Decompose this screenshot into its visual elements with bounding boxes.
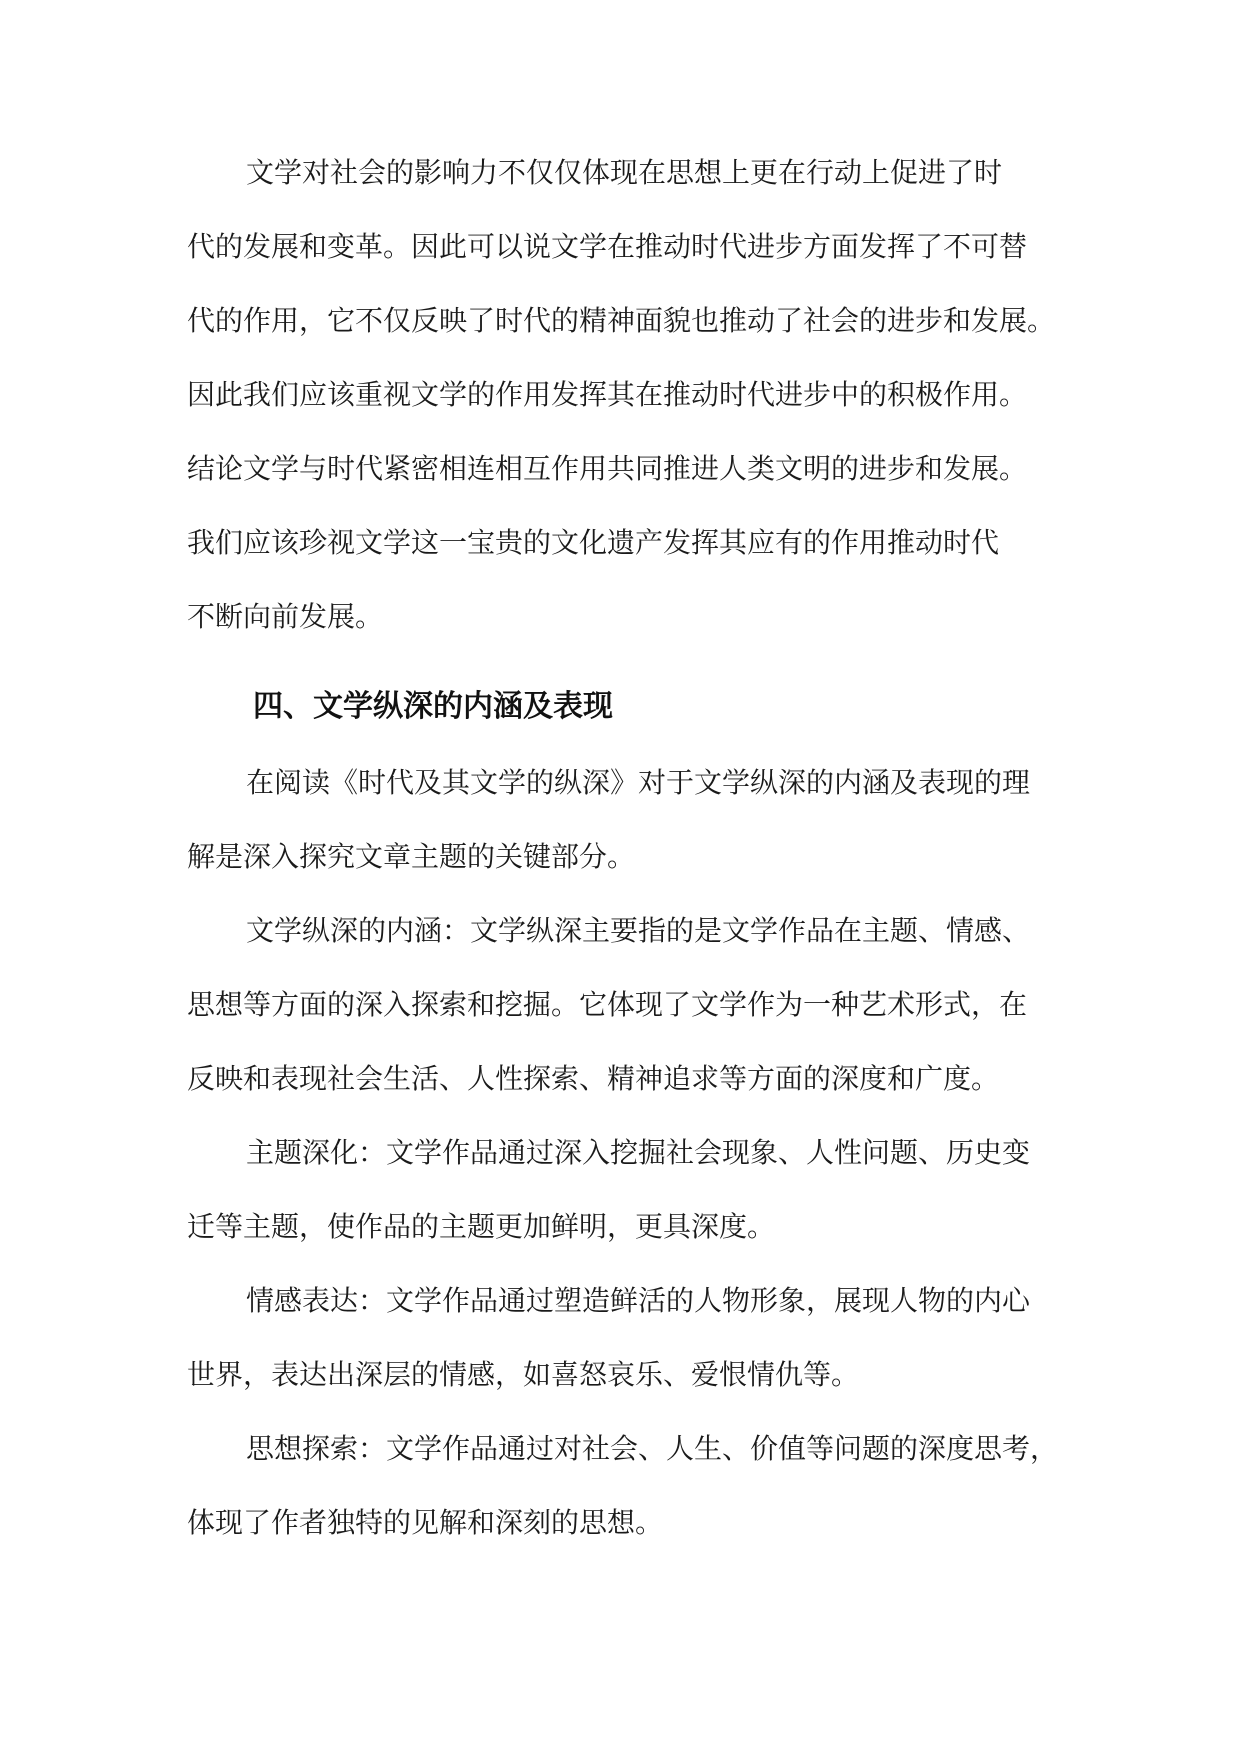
paragraph-emotion — [187, 1277, 1091, 1425]
text-line: 我们应该珍视文学这一宝贵的文化遗产发挥其应有的作用推动时代 — [187, 526, 1000, 559]
paragraph-connotation — [187, 907, 1091, 1129]
text-line: 迁等主题，使作品的主题更加鲜明，更具深度。 — [187, 1210, 776, 1243]
text-line: 代的发展和变革。因此可以说文学在推动时代进步方面发挥了不可替 — [187, 230, 1028, 263]
paragraph-intro — [187, 759, 1091, 907]
text-line: 体现了作者独特的见解和深刻的思想。 — [187, 1506, 664, 1539]
text-line: 文学纵深的内涵：文学纵深主要指的是文学作品在主题、情感、 — [246, 914, 1031, 947]
text-line: 思想等方面的深入探索和挖掘。它体现了文学作为一种艺术形式，在 — [187, 988, 1028, 1021]
text-line: 思想探索：文学作品通过对社会、人生、价值等问题的深度思考， — [246, 1432, 1059, 1465]
text-line: 反映和表现社会生活、人性探索、精神追求等方面的深度和广度。 — [187, 1062, 1000, 1095]
paragraph-thought — [187, 1425, 1091, 1573]
text-line: 情感表达：文学作品通过塑造鲜活的人物形象，展现人物的内心 — [246, 1284, 1031, 1317]
text-line: 在阅读《时代及其文学的纵深》对于文学纵深的内涵及表现的理 — [246, 766, 1031, 799]
section-heading: 四、文学纵深的内涵及表现 — [253, 689, 613, 724]
text-line: 不断向前发展。 — [187, 600, 384, 633]
text-line: 解是深入探究文章主题的关键部分。 — [187, 840, 636, 873]
text-line: 世界，表达出深层的情感，如喜怒哀乐、爱恨情仇等。 — [187, 1358, 860, 1391]
paragraph-theme — [187, 1129, 1091, 1277]
text-line: 因此我们应该重视文学的作用发挥其在推动时代进步中的积极作用。 — [187, 378, 1028, 411]
text-line: 主题深化：文学作品通过深入挖掘社会现象、人性问题、历史变 — [246, 1136, 1031, 1169]
text-line: 文学对社会的影响力不仅仅体现在思想上更在行动上促进了时 — [246, 156, 1003, 189]
text-line: 代的作用，它不仅反映了时代的精神面貌也推动了社会的进步和发展。 — [187, 304, 1056, 337]
text-line: 结论文学与时代紧密相连相互作用共同推进人类文明的进步和发展。 — [187, 452, 1028, 485]
paragraph-conclusion — [187, 149, 1091, 641]
